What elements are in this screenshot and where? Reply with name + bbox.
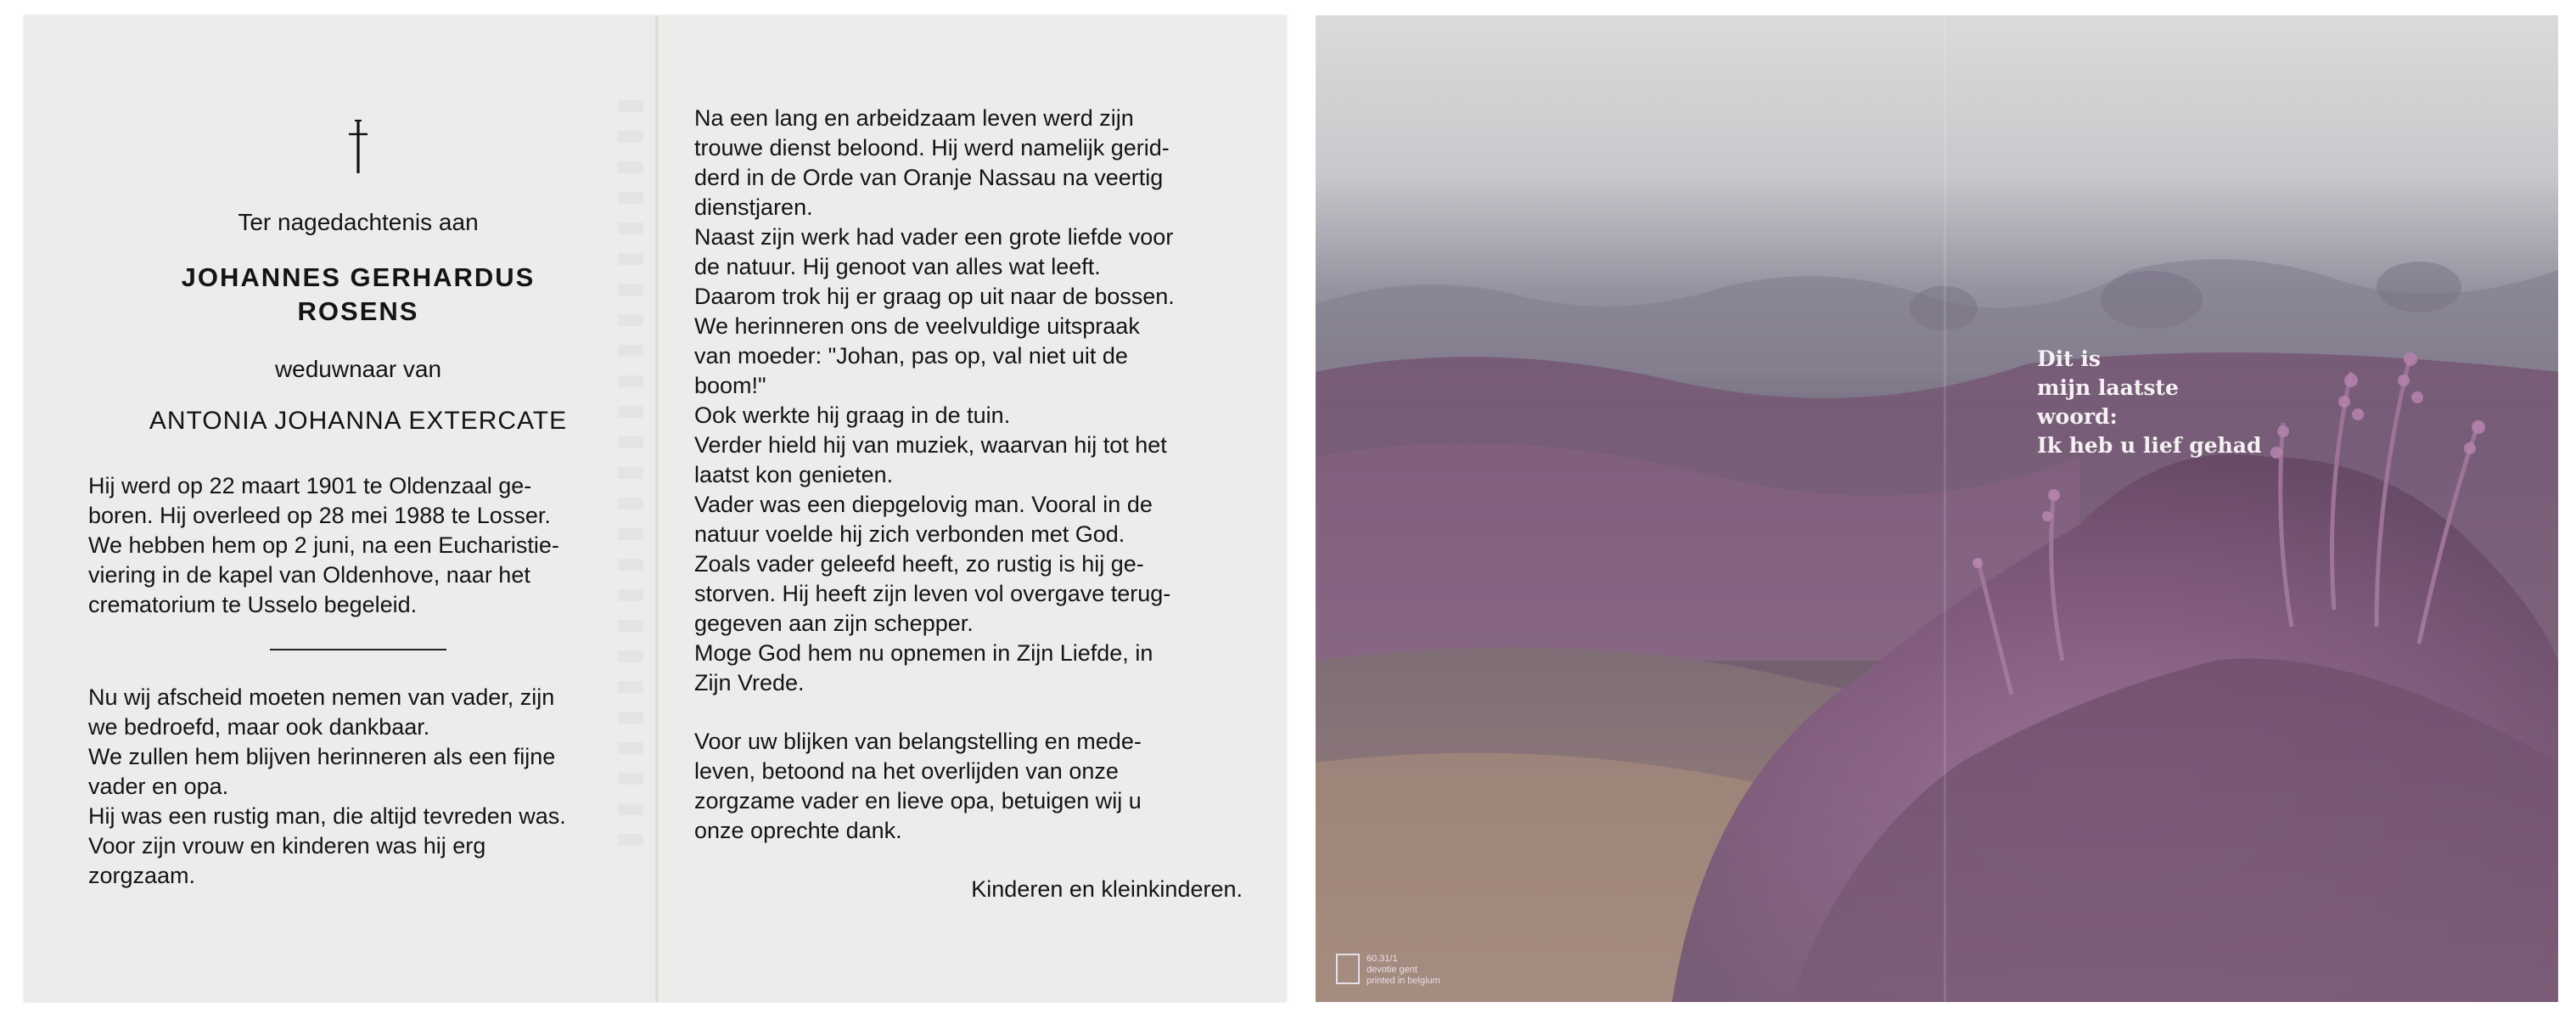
story-line: gegeven aan zijn schepper.	[694, 611, 974, 636]
thanks-line: leven, betoond na het overlijden van onze	[694, 758, 1119, 784]
imprint-publisher: devotie gent	[1367, 965, 1417, 975]
thanks-paragraph	[694, 727, 1243, 846]
thanks-line: onze oprechte dank.	[694, 818, 902, 843]
story-line: Verder hield hij van muziek, waarvan hij tot het	[694, 432, 1167, 458]
quote-line: Ik heb u lief gehad	[2037, 433, 2262, 458]
story-line: dienstjaren.	[694, 194, 813, 220]
story-line: Daarom trok hij er graag op uit naar de bossen.	[694, 284, 1175, 309]
imprint-text	[1367, 954, 1440, 987]
cross-container	[88, 117, 628, 185]
biography-paragraph	[88, 471, 628, 620]
deceased-name-line-2: ROSENS	[297, 296, 419, 326]
farewell-line: vader en opa.	[88, 774, 229, 799]
story-line: natuur voelde hij zich verbonden met God.	[694, 521, 1125, 547]
publisher-imprint	[1336, 954, 1440, 987]
wife-name: ANTONIA JOHANNA EXTERCATE	[149, 407, 568, 435]
biography-line: Hij werd op 22 maart 1901 te Oldenzaal ge-	[88, 473, 532, 498]
imprint-code: 60.31/1	[1367, 954, 1398, 964]
card-inside-spread	[24, 15, 1287, 1002]
right-page	[694, 104, 1243, 904]
life-story-paragraph	[694, 104, 1243, 698]
signoff: Kinderen en kleinkinderen.	[971, 876, 1243, 902]
farewell-paragraph	[88, 683, 628, 891]
latin-cross-icon	[341, 117, 375, 175]
biography-line: boren. Hij overleed op 28 mei 1988 te Losser.	[88, 503, 551, 528]
story-line: Na een lang en arbeidzaam leven werd zijn	[694, 105, 1134, 131]
story-line: laatst kon genieten.	[694, 462, 894, 487]
farewell-line: Hij was een rustig man, die altijd tevreden was.	[88, 803, 566, 829]
publisher-logo-icon	[1336, 954, 1360, 984]
widower-line: weduwnaar van	[274, 356, 442, 382]
divider-rule	[270, 649, 446, 650]
story-line: van moeder: "Johan, pas op, val niet uit de	[694, 343, 1128, 369]
imprint-printed: printed in belgium	[1367, 976, 1440, 986]
story-line: Vader was een diepgelovig man. Vooral in de	[694, 492, 1153, 517]
cover-quote	[2037, 345, 2377, 460]
biography-line: We hebben hem op 2 juni, na een Eucharistie-	[88, 532, 559, 558]
story-line: storven. Hij heeft zijn leven vol overgave terug-	[694, 581, 1171, 606]
quote-line: Dit is	[2037, 346, 2101, 371]
deceased-name	[88, 261, 628, 329]
heather-landscape-photo	[1316, 15, 2558, 1002]
left-page	[88, 117, 628, 891]
story-line: de natuur. Hij genoot van alles wat leeft.	[694, 254, 1101, 279]
story-line: boom!"	[694, 373, 766, 398]
story-line: Zoals vader geleefd heeft, zo rustig is hij ge-	[694, 551, 1144, 577]
farewell-line: Nu wij afscheid moeten nemen van vader, zijn	[88, 684, 555, 710]
story-line: Ook werkte hij graag in de tuin.	[694, 403, 1011, 428]
memorial-line: Ter nagedachtenis aan	[238, 209, 479, 235]
biography-line: crematorium te Usselo begeleid.	[88, 592, 418, 617]
thanks-line: Voor uw blijken van belangstelling en mede-	[694, 729, 1142, 754]
story-line: Moge God hem nu opnemen in Zijn Liefde, in	[694, 640, 1153, 666]
farewell-line: we bedroefd, maar ook dankbaar.	[88, 714, 430, 740]
story-line: Zijn Vrede.	[694, 670, 805, 695]
story-line: derd in de Orde van Oranje Nassau na veertig	[694, 165, 1164, 190]
story-line: Naast zijn werk had vader een grote liefde voor	[694, 224, 1174, 250]
quote-line: mijn laatste	[2037, 375, 2179, 400]
card-cover	[1316, 15, 2558, 1002]
story-line: trouwe dienst beloond. Hij werd namelijk gerid-	[694, 135, 1170, 160]
farewell-line: zorgzaam.	[88, 863, 196, 888]
biography-line: viering in de kapel van Oldenhove, naar het	[88, 562, 530, 588]
farewell-line: Voor zijn vrouw en kinderen was hij erg	[88, 833, 486, 859]
quote-line: woord:	[2037, 404, 2118, 429]
cover-fold	[1944, 15, 1946, 1002]
deceased-name-line-1: JOHANNES GERHARDUS	[181, 262, 536, 292]
card-fold	[655, 15, 659, 1002]
story-line: We herinneren ons de veelvuldige uitspraak	[694, 313, 1140, 339]
farewell-line: We zullen hem blijven herinneren als een fijne	[88, 744, 556, 769]
thanks-line: zorgzame vader en lieve opa, betuigen wij u	[694, 788, 1142, 814]
